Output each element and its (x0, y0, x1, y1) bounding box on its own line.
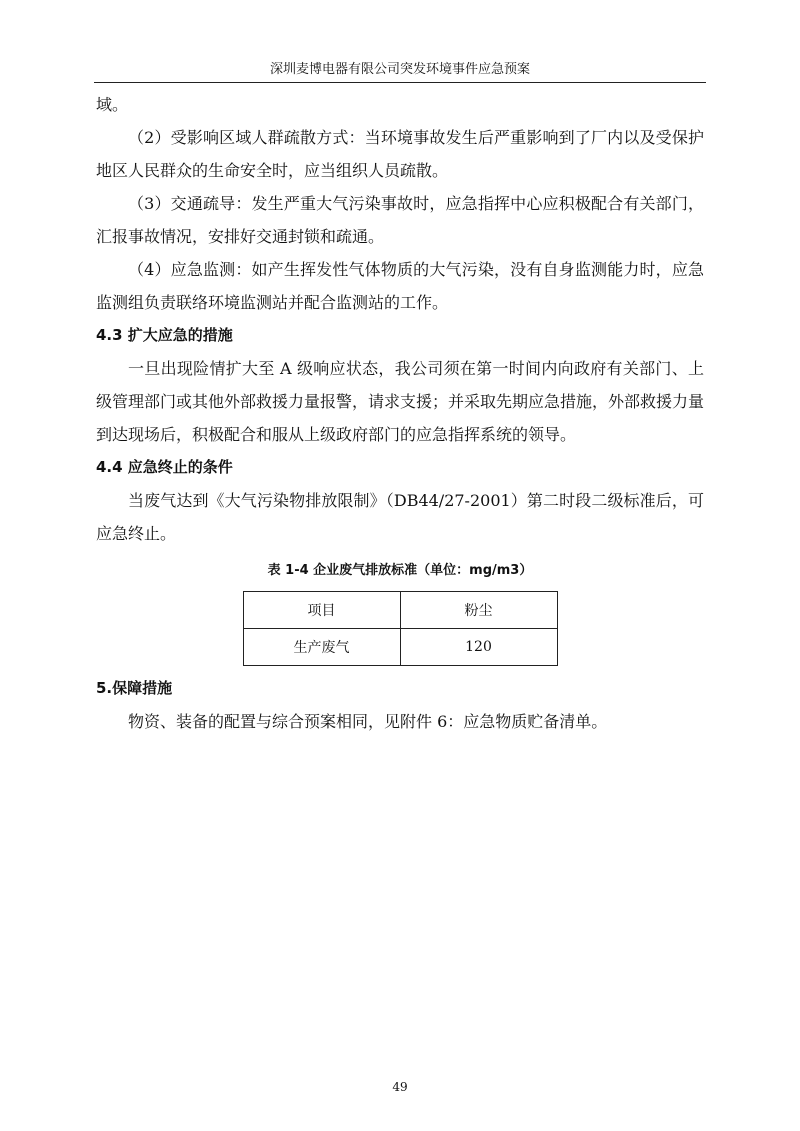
section-heading-5: 5.保障措施 (96, 679, 173, 697)
paragraph-continuation: 域。 (96, 95, 129, 114)
table-cell: 生产废气 (243, 629, 400, 666)
paragraph-traffic: （3）交通疏导：发生严重大气污染事故时，应急指挥中心应积极配合有关部门，汇报事故情况，安排好交通封锁和疏通。 (96, 194, 704, 246)
table-header-cell: 项目 (243, 592, 400, 629)
table-header-cell: 粉尘 (400, 592, 557, 629)
table-caption: 表 1-4 企业废气排放标准（单位：mg/m3） (267, 563, 533, 578)
paragraph-safeguards: 物资、装备的配置与综合预案相同，见附件 6：应急物质贮备清单。 (128, 712, 608, 731)
emission-standard-table (243, 591, 558, 666)
page-number: 49 (392, 1080, 408, 1094)
table-header-row (243, 592, 557, 629)
section-heading-4-4: 4.4 应急终止的条件 (96, 458, 233, 476)
table-cell: 120 (400, 629, 557, 666)
header-title: 深圳麦博电器有限公司突发环境事件应急预案 (269, 62, 530, 77)
section-heading-4-3: 4.3 扩大应急的措施 (96, 326, 233, 344)
paragraph-monitoring: （4）应急监测：如产生挥发性气体物质的大气污染，没有自身监测能力时，应急监测组负责联络环境监测站并配合监测站的工作。 (96, 260, 704, 312)
page-content (96, 88, 704, 738)
table-row (243, 629, 557, 666)
paragraph-evacuation: （2）受影响区域人群疏散方式：当环境事故发生后严重影响到了厂内以及受保护地区人民群众的生命安全时，应当组织人员疏散。 (96, 128, 704, 180)
paragraph-termination: 当废气达到《大气污染物排放限制》（DB44/27-2001）第二时段二级标准后，可应急终止。 (96, 491, 704, 543)
page-header (94, 60, 706, 83)
paragraph-expand-emergency: 一旦出现险情扩大至 A 级响应状态，我公司须在第一时间内向政府有关部门、上级管理部门或其他外部救援力量报警，请求支援；并采取先期应急措施，外部救援力量到达现场后，积极配合和服从上级政府部门的应急指挥系统的领导。 (96, 359, 705, 444)
